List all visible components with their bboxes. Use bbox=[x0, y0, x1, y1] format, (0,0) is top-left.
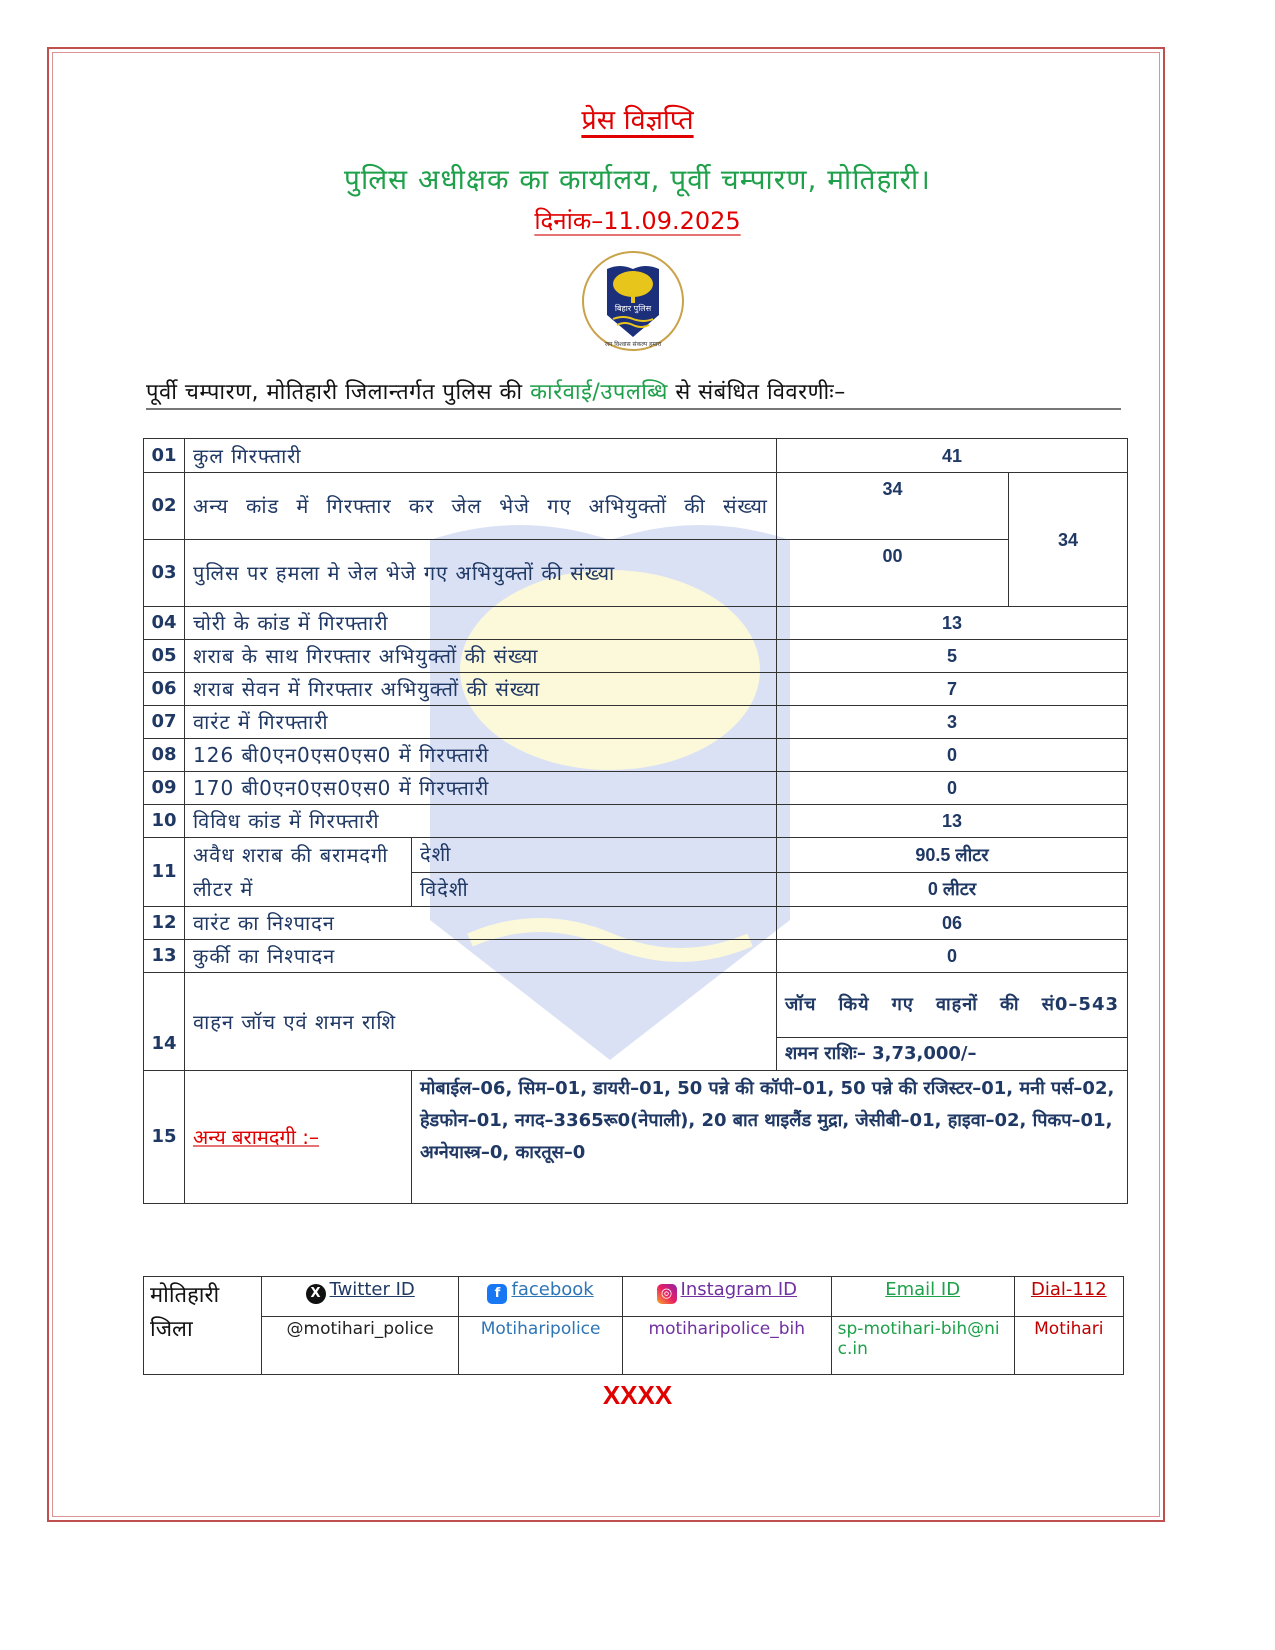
row-label: वारंट का निश्पादन bbox=[185, 907, 777, 940]
statistics-table bbox=[143, 438, 1128, 1204]
table-row bbox=[144, 739, 1128, 772]
row-value: 0 bbox=[777, 739, 1128, 772]
row-value: 3 bbox=[777, 706, 1128, 739]
row-value: 00 bbox=[777, 540, 1009, 607]
row-label-cell bbox=[185, 838, 777, 907]
row-label: चोरी के कांड में गिरफ्तारी bbox=[185, 607, 777, 640]
instagram-icon: ◎ bbox=[657, 1284, 677, 1304]
row-number: 12 bbox=[144, 907, 185, 940]
sub-label-desi: देशी bbox=[412, 838, 776, 873]
table-row bbox=[144, 706, 1128, 739]
row-label: कुल गिरफ्तारी bbox=[185, 439, 777, 473]
row-value: 41 bbox=[777, 439, 1128, 473]
row-value: 0 bbox=[777, 772, 1128, 805]
table-row bbox=[144, 540, 1128, 607]
row-value: जॉच किये गए वाहनों की सं0–543 bbox=[777, 973, 1128, 1038]
row-number: 07 bbox=[144, 706, 185, 739]
row-number: 13 bbox=[144, 940, 185, 973]
row-label: अन्य कांड में गिरफ्तार कर जेल भेजे गए अभियुक्तों की संख्या bbox=[185, 473, 777, 540]
twitter-header bbox=[262, 1277, 459, 1317]
row-number: 08 bbox=[144, 739, 185, 772]
row-number: 03 bbox=[144, 540, 185, 607]
table-row bbox=[144, 607, 1128, 640]
instagram-link[interactable]: Instagram ID bbox=[680, 1279, 797, 1300]
row-value: 0 लीटर bbox=[777, 872, 1128, 907]
table-row bbox=[144, 907, 1128, 940]
row-value: शमन राशिः– 3,73,000/– bbox=[777, 1038, 1128, 1071]
email-link[interactable]: Email ID bbox=[885, 1279, 961, 1300]
row-number: 02 bbox=[144, 473, 185, 540]
row-value: 06 bbox=[777, 907, 1128, 940]
email-header bbox=[831, 1277, 1014, 1317]
table-row bbox=[144, 838, 1128, 873]
end-mark: XXXX bbox=[602, 1380, 673, 1410]
row-label: 126 बी0एन0एस0एस0 में गिरफ्तारी bbox=[185, 739, 777, 772]
row-label: अवैध शराब की बरामदगी लीटर में bbox=[185, 838, 412, 906]
row-label: विविध कांड में गिरफ्तारी bbox=[185, 805, 777, 838]
table-row bbox=[144, 1071, 1128, 1204]
facebook-icon: f bbox=[487, 1284, 507, 1304]
press-release-title: प्रेस विज्ञप्ति bbox=[581, 105, 694, 136]
social-media-table bbox=[143, 1276, 1124, 1375]
row-number: 01 bbox=[144, 439, 185, 473]
table-row bbox=[144, 805, 1128, 838]
row-label: शराब के साथ गिरफ्तार अभियुक्तों की संख्या bbox=[185, 640, 777, 673]
row-label: अन्य बरामदगी :– bbox=[193, 1125, 320, 1149]
table-row bbox=[144, 940, 1128, 973]
logo-motto: जन विश्वास संकल्प हमारा bbox=[604, 341, 662, 348]
row-number: 11 bbox=[144, 838, 185, 907]
row-number: 06 bbox=[144, 673, 185, 706]
table-row bbox=[144, 973, 1128, 1038]
dial-link[interactable]: Dial-112 bbox=[1030, 1279, 1107, 1300]
bihar-police-logo bbox=[579, 249, 687, 353]
row-label: पुलिस पर हमला मे जेल भेजे गए अभियुक्तों की संख्या bbox=[185, 540, 777, 607]
facebook-link[interactable]: facebook bbox=[511, 1279, 594, 1300]
row-value: 5 bbox=[777, 640, 1128, 673]
instagram-header bbox=[622, 1277, 831, 1317]
row-label: शराब सेवन में गिरफ्तार अभियुक्तों की संख्या bbox=[185, 673, 777, 706]
row-number: 15 bbox=[144, 1071, 185, 1204]
table-row bbox=[144, 439, 1128, 473]
district-label: मोतिहारी जिला bbox=[144, 1277, 262, 1375]
row-body bbox=[185, 1071, 1128, 1204]
table-row bbox=[144, 772, 1128, 805]
row-label: वारंट में गिरफ्तारी bbox=[185, 706, 777, 739]
row-number: 10 bbox=[144, 805, 185, 838]
row-value: 90.5 लीटर bbox=[777, 838, 1128, 873]
row-value: 13 bbox=[777, 607, 1128, 640]
row-value: 13 bbox=[777, 805, 1128, 838]
office-name: पुलिस अधीक्षक का कार्यालय, पूर्वी चम्पारण, मोतिहारी। bbox=[344, 163, 931, 196]
row-value: मोबाईल–06, सिम–01, डायरी–01, 50 पन्ने की कॉपी–01, 50 पन्ने की रजिस्टर–01, मनी पर्स–02, हेडफोन–01, नगद–3365रू0(नेपाली), 20 बात थाइलैंड मुद्रा, जेसीबी–01, हाइवा–02, पिकप–01, अग्नेयास्त्र–0, कारतूस–0 bbox=[420, 1078, 1115, 1163]
row-label: कुर्की का निश्पादन bbox=[185, 940, 777, 973]
facebook-header bbox=[459, 1277, 623, 1317]
logo-text: बिहार पुलिस bbox=[614, 304, 652, 313]
instagram-handle: motiharipolice_bih bbox=[622, 1317, 831, 1375]
twitter-link[interactable]: Twitter ID bbox=[329, 1279, 415, 1300]
dial-header bbox=[1014, 1277, 1123, 1317]
x-icon: X bbox=[306, 1284, 326, 1304]
row-number: 04 bbox=[144, 607, 185, 640]
email-address: sp-motihari-bih@nic.in bbox=[831, 1317, 1014, 1375]
row-number: 05 bbox=[144, 640, 185, 673]
combined-value: 34 bbox=[1009, 473, 1128, 607]
dial-location: Motihari bbox=[1014, 1317, 1123, 1375]
row-number: 14 bbox=[144, 973, 185, 1071]
row-value: 7 bbox=[777, 673, 1128, 706]
sub-label-videshi: विदेशी bbox=[420, 876, 469, 901]
row-value: 0 bbox=[777, 940, 1128, 973]
row-value: 34 bbox=[777, 473, 1009, 540]
release-date: दिनांक–11.09.2025 bbox=[534, 207, 741, 235]
section-heading: पूर्वी चम्पारण, मोतिहारी जिलान्तर्गत पुलिस की कार्रवाई/उपलब्धि से संबंधित विवरणीः– bbox=[146, 376, 1121, 410]
table-row bbox=[144, 673, 1128, 706]
facebook-handle: Motiharipolice bbox=[459, 1317, 623, 1375]
table-row bbox=[144, 640, 1128, 673]
twitter-handle: @motihari_police bbox=[262, 1317, 459, 1375]
table-row bbox=[144, 473, 1128, 540]
row-label: 170 बी0एन0एस0एस0 में गिरफ्तारी bbox=[185, 772, 777, 805]
row-label: वाहन जॉच एवं शमन राशि bbox=[185, 973, 777, 1071]
row-number: 09 bbox=[144, 772, 185, 805]
